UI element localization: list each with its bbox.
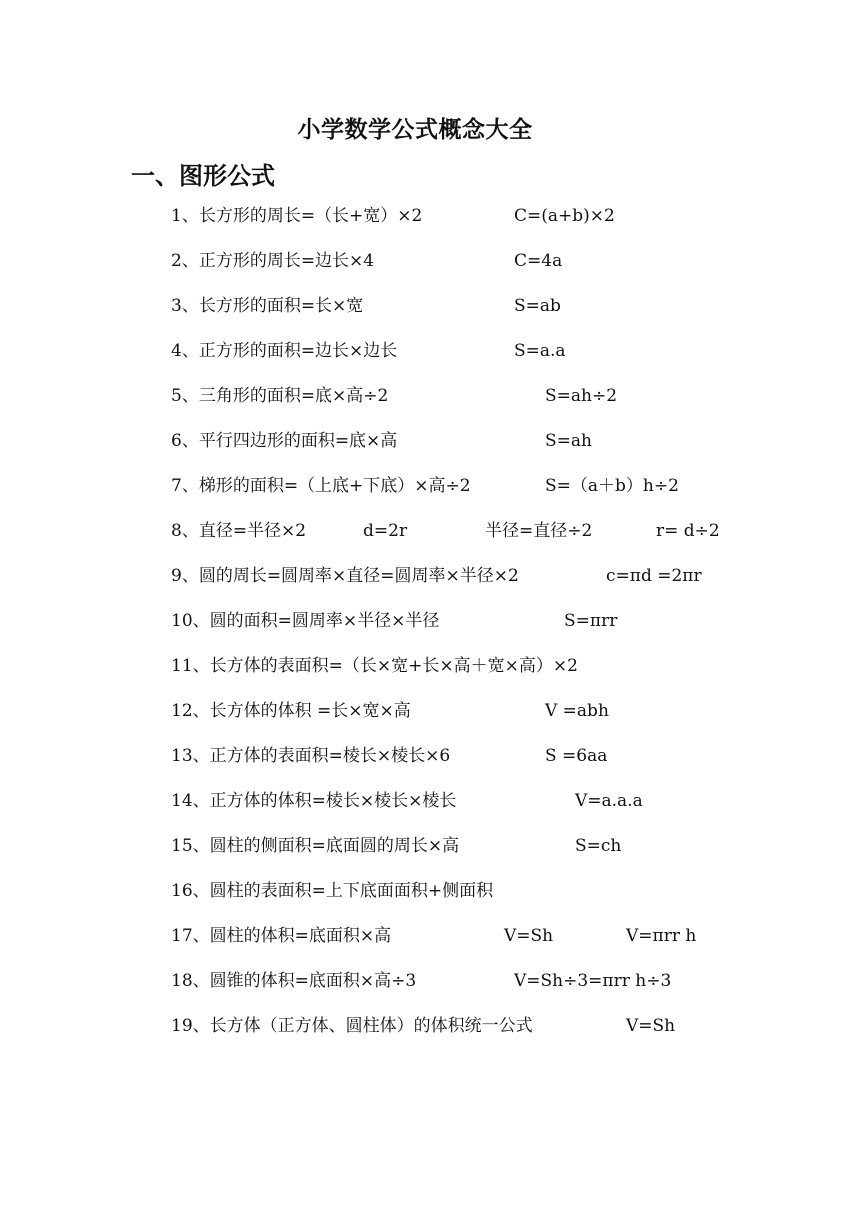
formula-text: 3、长方形的面积=长×宽 [171, 296, 364, 316]
formula-item [0, 428, 860, 473]
formula-item [0, 608, 860, 653]
formula-text: 6、平行四边形的面积=底×高 [171, 431, 398, 451]
formula-text: 5、三角形的面积=底×高÷2 [171, 386, 389, 406]
formula-item [0, 518, 860, 563]
formula-expression: C=4a [514, 251, 563, 271]
formula-expression: C=(a+b)×2 [514, 206, 615, 226]
formula-item [0, 788, 860, 833]
formula-item [0, 248, 860, 293]
formula-text: 19、长方体（正方体、圆柱体）的体积统一公式 [171, 1016, 533, 1036]
formula-item [0, 923, 860, 968]
formula-expression: V=a.a.a [575, 791, 643, 811]
formula-text: 18、圆锥的体积=底面积×高÷3 [171, 971, 417, 991]
section-heading: 一、图形公式 [131, 161, 275, 190]
formula-item [0, 338, 860, 383]
formula-expression: S=ah÷2 [545, 386, 618, 406]
formula-expression: V=Sh [504, 926, 554, 946]
formula-item [0, 653, 860, 698]
formula-item [0, 833, 860, 878]
formula-item [0, 743, 860, 788]
formula-item [0, 698, 860, 743]
formula-expression: S =6aa [545, 746, 608, 766]
formula-expression: d=2r [363, 521, 408, 541]
formula-expression: r= d÷2 [656, 521, 720, 541]
formula-text: 半径=直径÷2 [485, 521, 593, 541]
formula-text: 12、长方体的体积 =长×宽×高 [171, 701, 411, 721]
formula-text: 2、正方形的周长=边长×4 [171, 251, 375, 271]
formula-expression: V=Sh [626, 1016, 676, 1036]
page-title: 小学数学公式概念大全 [297, 116, 533, 143]
formula-expression: c=πd =2πr [606, 566, 702, 586]
formula-text: 4、正方形的面积=边长×边长 [171, 341, 398, 361]
formula-expression: S=ah [545, 431, 592, 451]
formula-item [0, 1013, 860, 1058]
formula-text: 13、正方体的表面积=棱长×棱长×6 [171, 746, 451, 766]
formula-item [0, 968, 860, 1013]
formula-item [0, 293, 860, 338]
formula-text: 14、正方体的体积=棱长×棱长×棱长 [171, 791, 457, 811]
formula-expression: S=ab [514, 296, 561, 316]
formula-text: 7、梯形的面积=（上底+下底）×高÷2 [171, 476, 471, 496]
formula-item [0, 878, 860, 923]
formula-expression: S=a.a [514, 341, 566, 361]
formula-expression: S=πrr [564, 611, 618, 631]
formula-text: 15、圆柱的侧面积=底面圆的周长×高 [171, 836, 460, 856]
formula-item [0, 563, 860, 608]
formula-item [0, 203, 860, 248]
formula-expression: V=Sh÷3=πrr h÷3 [514, 971, 672, 991]
formula-expression: V =abh [545, 701, 609, 721]
formula-text: 17、圆柱的体积=底面积×高 [171, 926, 392, 946]
formula-text: 9、圆的周长=圆周率×直径=圆周率×半径×2 [171, 566, 519, 586]
formula-text: 10、圆的面积=圆周率×半径×半径 [171, 611, 440, 631]
formula-text: 1、长方形的周长=（长+宽）×2 [171, 206, 423, 226]
formula-expression: V=πrr h [626, 926, 697, 946]
formula-text: 11、长方体的表面积=（长×宽+长×高＋宽×高）×2 [171, 656, 578, 676]
formula-expression: S=ch [575, 836, 622, 856]
formula-text: 16、圆柱的表面积=上下底面面积+侧面积 [171, 881, 494, 901]
formula-list [0, 203, 860, 1058]
formula-expression: S=（a＋b）h÷2 [545, 476, 679, 496]
formula-item [0, 473, 860, 518]
formula-item [0, 383, 860, 428]
formula-text: 8、直径=半径×2 [171, 521, 307, 541]
